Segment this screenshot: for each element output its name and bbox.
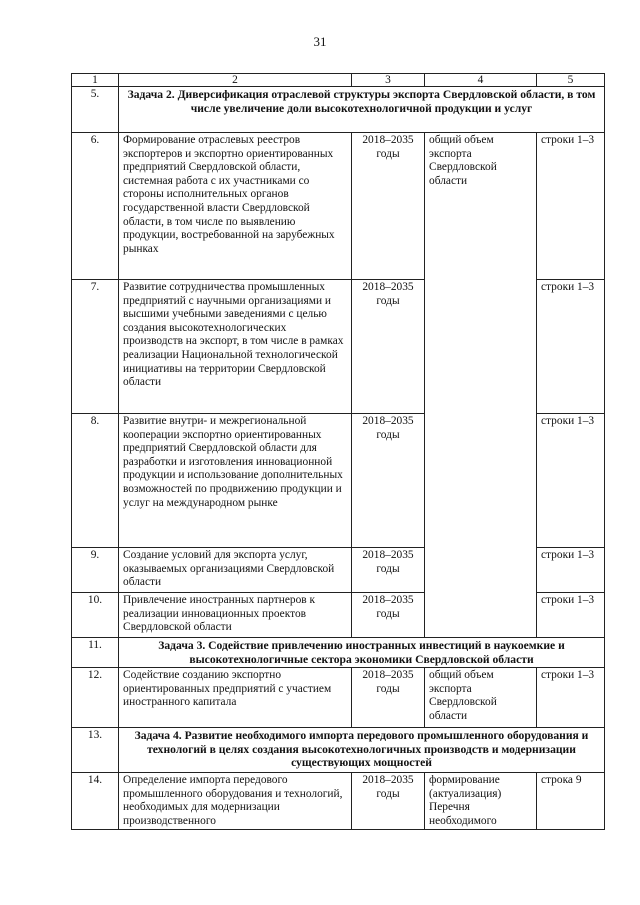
header-cell: 5 [537,74,605,87]
measure-text: Развитие внутри- и межрегиональной кооперации экспортно ориентированных предприятий Свердловской области для разработки и изготовления инновационной продукции и использование дополнительных возможностей по продвижению продукции и услуг на международном рынке [119,414,352,548]
measure-text: Определение импорта передового промышленного оборудования и технологий, необходимых для модернизации производственного [119,773,352,830]
header-cell: 4 [425,74,537,87]
measure-text: Формирование отраслевых реестров экспортеров и экспортно ориентированных предприятий Свердловской области, системная работа с их участниками со стороны исполнительных органов государственной власти Свердловской области, в том числе по выявлению продукции, востребованной на зарубежных рынках [119,133,352,280]
period-cell: 2018–2035 годы [352,668,425,728]
table-row [72,668,605,728]
lines-cell: строки 1–3 [537,548,605,593]
measure-text: Привлечение иностранных партнеров к реализации инновационных проектов Свердловской области [119,593,352,638]
row-number: 9. [72,548,119,593]
row-number: 8. [72,414,119,548]
period-cell: 2018–2035 годы [352,280,425,414]
period-cell: 2018–2035 годы [352,414,425,548]
period-cell: 2018–2035 годы [352,133,425,280]
period-cell: 2018–2035 годы [352,773,425,830]
indicator-cell: формирование (актуализация) Перечня необходимого [425,773,537,830]
task-row [72,638,605,668]
lines-cell: строки 1–3 [537,668,605,728]
header-cell: 1 [72,74,119,87]
measure-text: Создание условий для экспорта услуг, оказываемых организациями Свердловской области [119,548,352,593]
indicator-cell: общий объем экспорта Свердловской области [425,133,537,638]
measure-text: Содействие созданию экспортно ориентированных предприятий с участием иностранного капитала [119,668,352,728]
measures-table [71,73,605,830]
page-number: 31 [313,34,327,49]
lines-cell: строки 1–3 [537,414,605,548]
period-cell: 2018–2035 годы [352,548,425,593]
task-heading: Задача 2. Диверсификация отраслевой структуры экспорта Свердловской области, в том числе увеличение доли высокотехнологичной продукции и услуг [119,87,605,133]
lines-cell: строки 1–3 [537,133,605,280]
task-heading: Задача 4. Развитие необходимого импорта передового промышленного оборудования и технологий в целях создания высокотехнологичных производств и модернизации существующих мощностей [119,728,605,773]
indicator-cell: общий объем экспорта Свердловской области [425,668,537,728]
period-cell: 2018–2035 годы [352,593,425,638]
lines-cell: строки 1–3 [537,280,605,414]
measure-text: Развитие сотрудничества промышленных предприятий с научными организациями и высшими учебными заведениями с целью создания высокотехнологических производств на экспорт, в том числе в рамках реализации Национальной технологической инициативы на территории Свердловской области [119,280,352,414]
row-number: 10. [72,593,119,638]
column-header-row [72,74,605,87]
header-cell: 2 [119,74,352,87]
row-number: 7. [72,280,119,414]
row-number: 13. [72,728,119,773]
task-row [72,728,605,773]
task-heading: Задача 3. Содействие привлечению иностранных инвестиций в наукоемкие и высокотехнологичные сектора экономики Свердловской области [119,638,605,668]
task-row [72,87,605,133]
row-number: 14. [72,773,119,830]
lines-cell: строка 9 [537,773,605,830]
table-row [72,773,605,830]
row-number: 5. [72,87,119,133]
row-number: 6. [72,133,119,280]
header-cell: 3 [352,74,425,87]
table-row [72,133,605,280]
lines-cell: строки 1–3 [537,593,605,638]
row-number: 12. [72,668,119,728]
row-number: 11. [72,638,119,668]
